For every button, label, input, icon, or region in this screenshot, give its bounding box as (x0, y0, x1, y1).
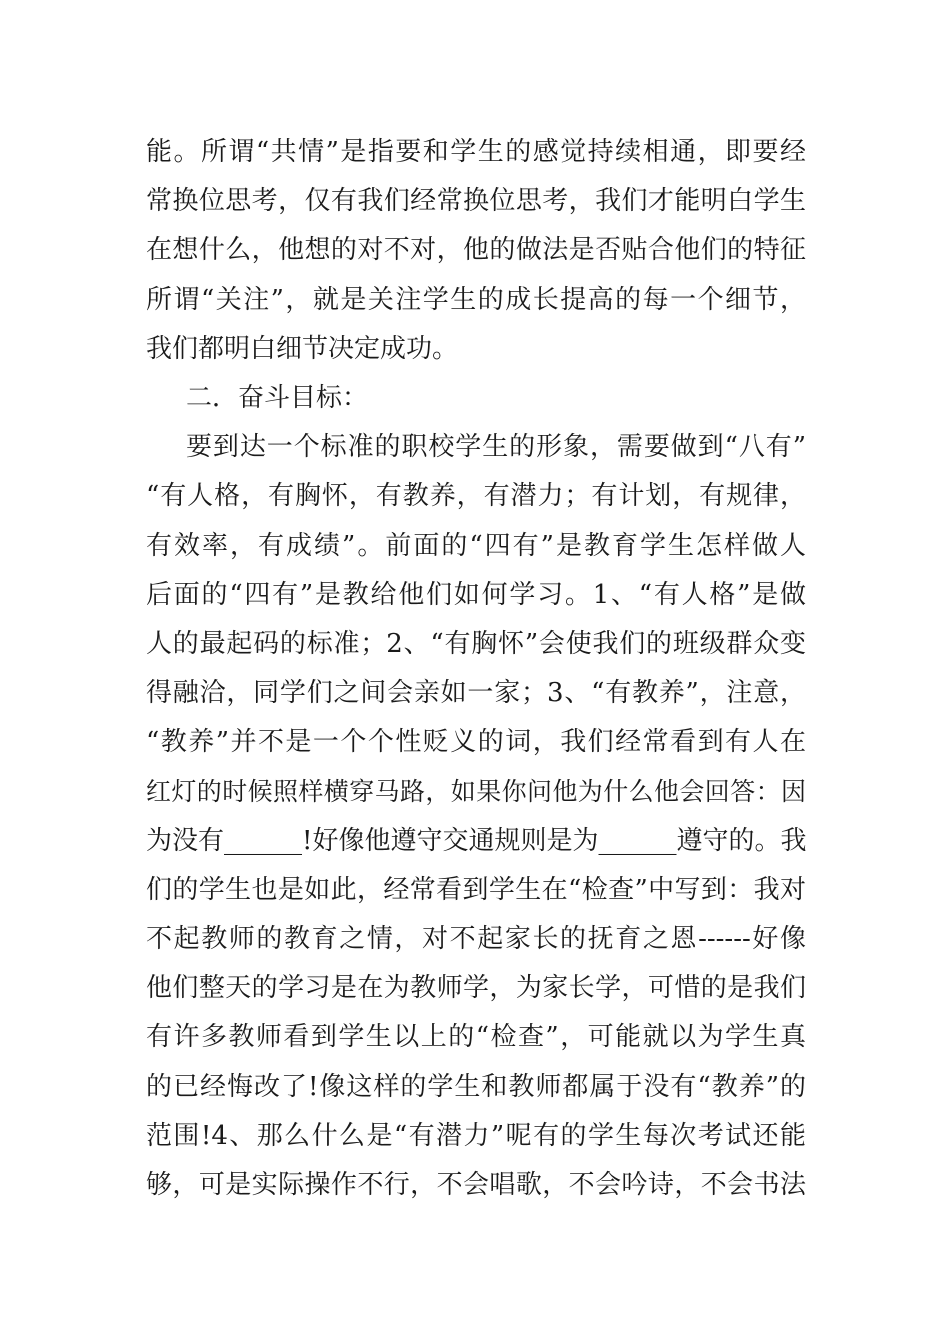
text-line: 能。所谓“共情”是指要和学生的感觉持续相通，即要经 (146, 137, 806, 167)
text-line: 不起教师的教育之情，对不起家长的抚育之恩------好像 (146, 924, 806, 954)
text-line: “有人格，有胸怀，有教养，有潜力；有计划，有规律， (146, 481, 806, 512)
text-line: 们的学生也是如此，经常看到学生在“检查”中写到：我对 (146, 874, 806, 905)
text-line: 够，可是实际操作不行，不会唱歌，不会吟诗，不会书法 (146, 1169, 806, 1200)
text-line: 得融洽，同学们之间会亲如一家；3、“有教养”，注意， (146, 678, 806, 709)
body-text (146, 128, 806, 1210)
text-line: 范围!4、那么什么是“有潜力”呢有的学生每次考试还能 (146, 1120, 806, 1151)
text-line: 在想什么，他想的对不对，他的做法是否贴合他们的特征 (146, 235, 806, 266)
text-line: 我们都明白细节决定成功。 (146, 333, 459, 364)
text-line: 要到达一个标准的职校学生的形象，需要做到“八有” (186, 432, 806, 463)
text-line: “教养”并不是一个个性贬义的词，我们经常看到有人在 (146, 727, 806, 758)
text-line: 人的最起码的标准；2、“有胸怀”会使我们的班级群众变 (146, 628, 806, 659)
text-line: 有效率，有成绩”。前面的“四有”是教育学生怎样做人 (146, 530, 806, 561)
text-line: 的已经悔改了!像这样的学生和教师都属于没有“教养”的 (146, 1071, 806, 1102)
section-heading: 二．奋斗目标： (186, 382, 369, 413)
text-line: 红灯的时候照样横穿马路，如果你问他为什么他会回答：因 (146, 777, 806, 807)
text-line: 所谓“关注”，就是关注学生的成长提高的每一个细节， (146, 284, 806, 315)
text-line: 为没有______!好像他遵守交通规则是为______遵守的。我 (146, 825, 807, 856)
text-line: 有许多教师看到学生以上的“检查”，可能就以为学生真 (146, 1022, 806, 1053)
text-line: 后面的“四有”是教给他们如何学习。1、“有人格”是做 (146, 579, 806, 610)
text-line: 常换位思考，仅有我们经常换位思考，我们才能明白学生 (146, 186, 806, 217)
text-line: 他们整天的学习是在为教师学，为家长学，可惜的是我们 (146, 973, 806, 1004)
